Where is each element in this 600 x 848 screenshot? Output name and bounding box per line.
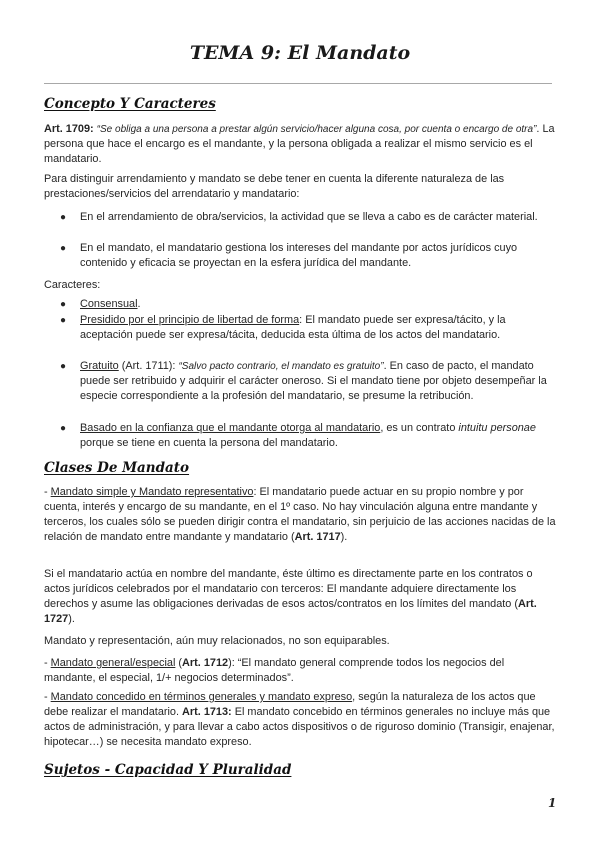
bullet-icon: ● <box>60 299 67 310</box>
title-divider <box>44 83 552 84</box>
dash: - <box>44 691 51 703</box>
term: Consensual <box>80 298 138 310</box>
bullet-icon: ● <box>60 361 67 372</box>
term: Mandato concedido en términos generales y mandato expreso <box>50 691 353 703</box>
paragraph-general-especial <box>44 656 558 686</box>
term: Gratuito <box>80 360 119 372</box>
text: : El mandatario puede actuar en su propio nombre y por cuenta, interés y encargo de su mandante, en el 1º caso. No hay vinculación alguna entre mandante y terceros, los cuales sólo se pueden dirigir contra el mandatario, sin perjuicio de las acciones nacidas de la relación de mandato entre mandante y mandatario ( <box>44 486 556 543</box>
list-item <box>60 313 558 343</box>
bullet-icon: ● <box>60 315 67 326</box>
quote: “Salvo pacto contrario, el mandato es gratuito” <box>178 361 384 372</box>
list-item <box>60 210 558 225</box>
text: . La persona que hace el encargo es el mandante, y la persona obligada a realizar el mismo servicio es el mandatario. <box>44 123 555 165</box>
text: ): “El mandato general comprende todos los negocios del mandante, el especial, 1/+ negocios determinados”. <box>44 657 505 684</box>
paragraph-representacion: Mandato y representación, aún muy relacionados, no son equiparables. <box>44 635 390 647</box>
art-ref: Art. 1727 <box>44 598 537 625</box>
heading-clases: Clases De Mandato <box>44 460 190 476</box>
art-ref: Art. 1713: <box>182 706 232 718</box>
term: Presidido por el principio de libertad de forma <box>80 314 300 326</box>
text: Si el mandatario actúa en nombre del mandante, éste último es directamente parte en los contratos o actos jurídicos celebrados por el mandatario con terceros: El mandante adquiere directamente los derechos y asume las obligaciones derivadas de esos actos/contratos en los límites del mandato ( <box>44 568 533 610</box>
art-ref: Art. 1712 <box>182 657 229 669</box>
dash: - <box>44 657 51 669</box>
dash: - <box>44 486 51 498</box>
text: ). <box>340 531 348 543</box>
text: ( <box>175 657 183 669</box>
bullet-icon: ● <box>60 212 67 223</box>
art-ref: Art. 1709: <box>44 123 94 135</box>
term: Basado en la confianza que el mandante otorga al mandatario <box>80 422 381 434</box>
list-item <box>60 359 558 404</box>
text: ). <box>68 613 75 625</box>
list-item <box>60 421 558 451</box>
caracteres-label: Caracteres: <box>44 279 101 291</box>
term: Mandato simple y Mandato representativo <box>50 486 254 498</box>
text: (Art. 1711): <box>118 360 179 372</box>
text: . <box>137 298 141 310</box>
paragraph-mandato-simple <box>44 485 558 545</box>
paragraph-nombre-mandante <box>44 567 558 627</box>
document-title: TEMA 9: El Mandato <box>189 42 411 64</box>
page-number: 1 <box>548 796 557 810</box>
list-item-text: En el arrendamiento de obra/servicios, la actividad que se lleva a cabo es de carácter material. <box>80 211 538 223</box>
art-ref: Art. 1717 <box>294 531 341 543</box>
text: , es un contrato <box>380 422 459 434</box>
text: . En caso de pacto, el mandato puede ser retribuido y adquirir el carácter oneroso. Si el mandato tiene por objeto desempeñar la especie correspondiente a la profesión del mandatario, se presume la retribución. <box>80 360 547 402</box>
list-item <box>60 241 558 271</box>
list-item <box>60 297 558 312</box>
quote: “Se obliga a una persona a prestar algún servicio/hacer alguna cosa, por cuenta o encargo de otra” <box>96 124 537 135</box>
text: El mandato concebido en términos generales no incluye más que actos de administración, y para llevar a cabo actos dispositivos o de riguroso dominio (Transigir, enajenar, hipotecar…) se necesita mandato expreso. <box>44 706 555 748</box>
list-item-text: En el mandato, el mandatario gestiona los intereses del mandante por actos jurídicos cuyo contenido y eficacia se proyectan en la esfera jurídica del mandante. <box>80 242 518 269</box>
text: porque se tiene en cuenta la persona del mandatario. <box>80 437 338 449</box>
bullet-icon: ● <box>60 423 67 434</box>
term: Mandato general/especial <box>50 657 176 669</box>
bullet-icon: ● <box>60 243 67 254</box>
paragraph-art-1709 <box>44 122 558 167</box>
paragraph-distinguir: Para distinguir arrendamiento y mandato se debe tener en cuenta la diferente naturaleza de las prestaciones/servicios del arrendatario y mandatario: <box>44 173 505 200</box>
heading-concepto: Concepto Y Caracteres <box>44 96 216 112</box>
text: : El mandato puede ser expresa/tácito, y la aceptación puede ser expresa/tácita, deducida esta última de los actos del mandatario. <box>80 314 506 341</box>
text: , según la naturaleza de los actos que debe realizar el mandatario. <box>44 691 536 718</box>
latin-term: intuitu personae <box>458 422 536 434</box>
paragraph-terminos-generales <box>44 690 558 750</box>
heading-sujetos: Sujetos - Capacidad Y Pluralidad <box>44 762 292 778</box>
